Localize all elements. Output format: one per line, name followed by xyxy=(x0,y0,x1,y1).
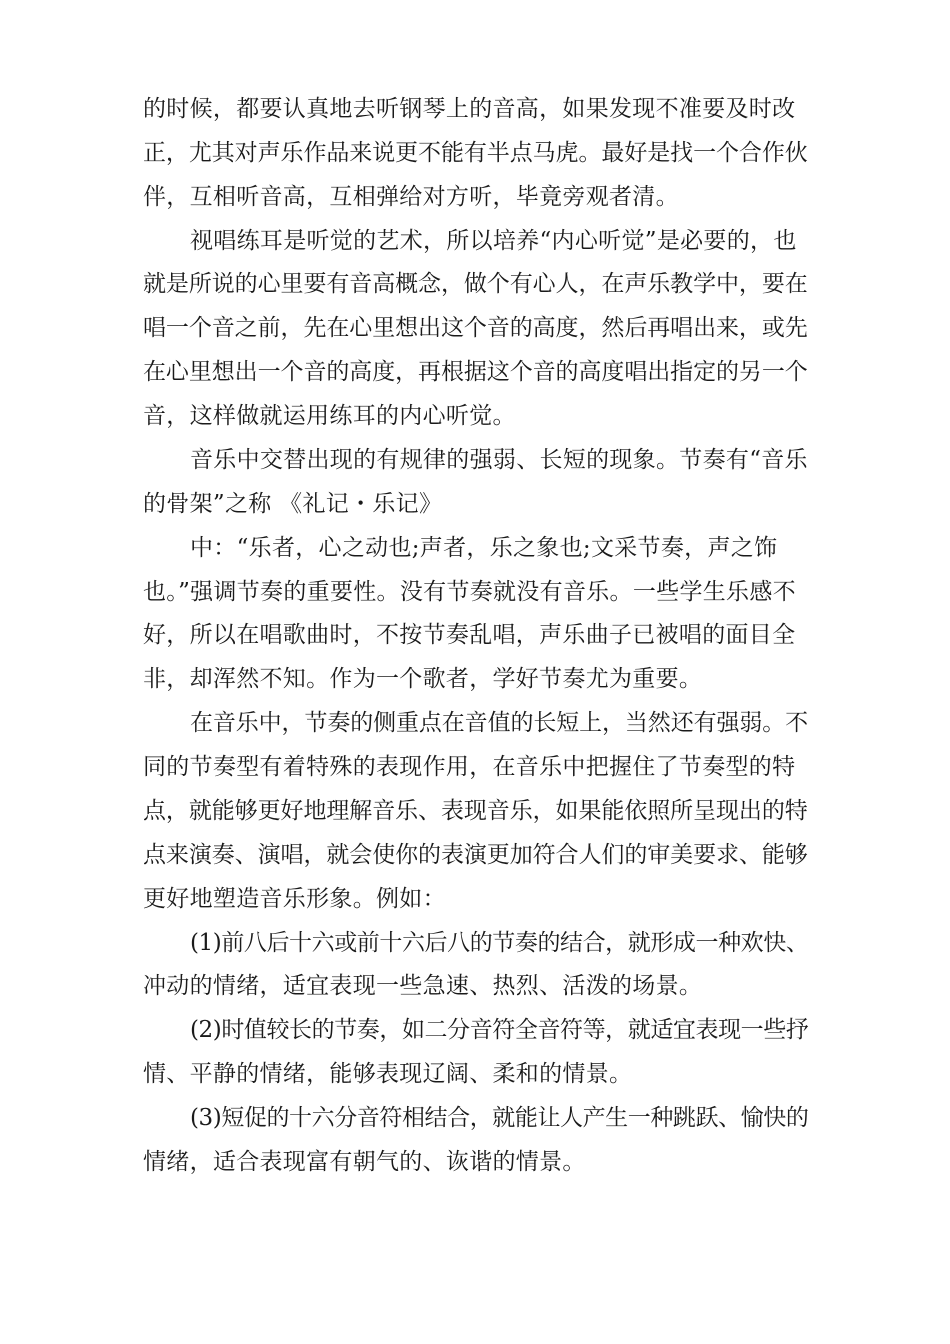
text-line: (1)前八后十六或前十六后八的节奏的结合，就形成一种欢快、 xyxy=(190,930,809,956)
text-line: (3)短促的十六分音符相结合，就能让人产生一种跳跃、愉快的 xyxy=(190,1105,809,1131)
text-line: 同的节奏型有着特殊的表现作用，在音乐中把握住了节奏型的特 xyxy=(143,754,796,780)
text-line: 也。”强调节奏的重要性。没有节奏就没有音乐。一些学生乐感不 xyxy=(143,579,796,605)
text-line: 点来演奏、演唱，就会使你的表演更加符合人们的审美要求、能够 xyxy=(143,842,808,868)
text-line: 情绪，适合表现富有朝气的、诙谐的情景。 xyxy=(143,1149,586,1175)
text-line: 非，却浑然不知。作为一个歌者，学好节奏尤为重要。 xyxy=(143,666,703,692)
text-line: 音，这样做就运用练耳的内心听觉。 xyxy=(143,403,516,429)
text-line: 就是所说的心里要有音高概念，做个有心人，在声乐教学中，要在 xyxy=(143,271,808,297)
text-line: 唱一个音之前，先在心里想出这个音的高度，然后再唱出来，或先 xyxy=(143,315,808,341)
text-line: 情、平静的情绪，能够表现辽阔、柔和的情景。 xyxy=(143,1061,633,1087)
text-line: 在音乐中，节奏的侧重点在音值的长短上，当然还有强弱。不 xyxy=(190,710,809,736)
text-line: 的时候，都要认真地去听钢琴上的音高，如果发现不准要及时改 xyxy=(143,96,796,122)
text-line: 点，就能够更好地理解音乐、表现音乐，如果能依照所呈现出的特 xyxy=(143,798,808,824)
text-line: 好，所以在唱歌曲时，不按节奏乱唱，声乐曲子已被唱的面目全 xyxy=(143,622,796,648)
text-line: (2)时值较长的节奏，如二分音符全音符等，就适宜表现一些抒 xyxy=(190,1017,809,1043)
text-line: 在心里想出一个音的高度，再根据这个音的高度唱出指定的另一个 xyxy=(143,359,808,385)
text-line: 更好地塑造音乐形象。例如： xyxy=(143,886,446,912)
text-line: 伴，互相听音高，互相弹给对方听，毕竟旁观者清。 xyxy=(143,184,679,210)
text-line: 音乐中交替出现的有规律的强弱、长短的现象。节奏有“音乐 xyxy=(190,447,808,473)
text-line: 正，尤其对声乐作品来说更不能有半点马虎。最好是找一个合作伙 xyxy=(143,140,808,166)
text-line: 中：“乐者，心之动也;声者，乐之象也;文采节奏，声之饰 xyxy=(190,535,778,561)
text-line: 冲动的情绪，适宜表现一些急速、热烈、活泼的场景。 xyxy=(143,973,703,999)
text-line: 视唱练耳是听觉的艺术，所以培养“内心听觉”是必要的，也 xyxy=(190,228,797,254)
text-line: 的骨架”之称 《礼记・乐记》 xyxy=(143,491,443,517)
